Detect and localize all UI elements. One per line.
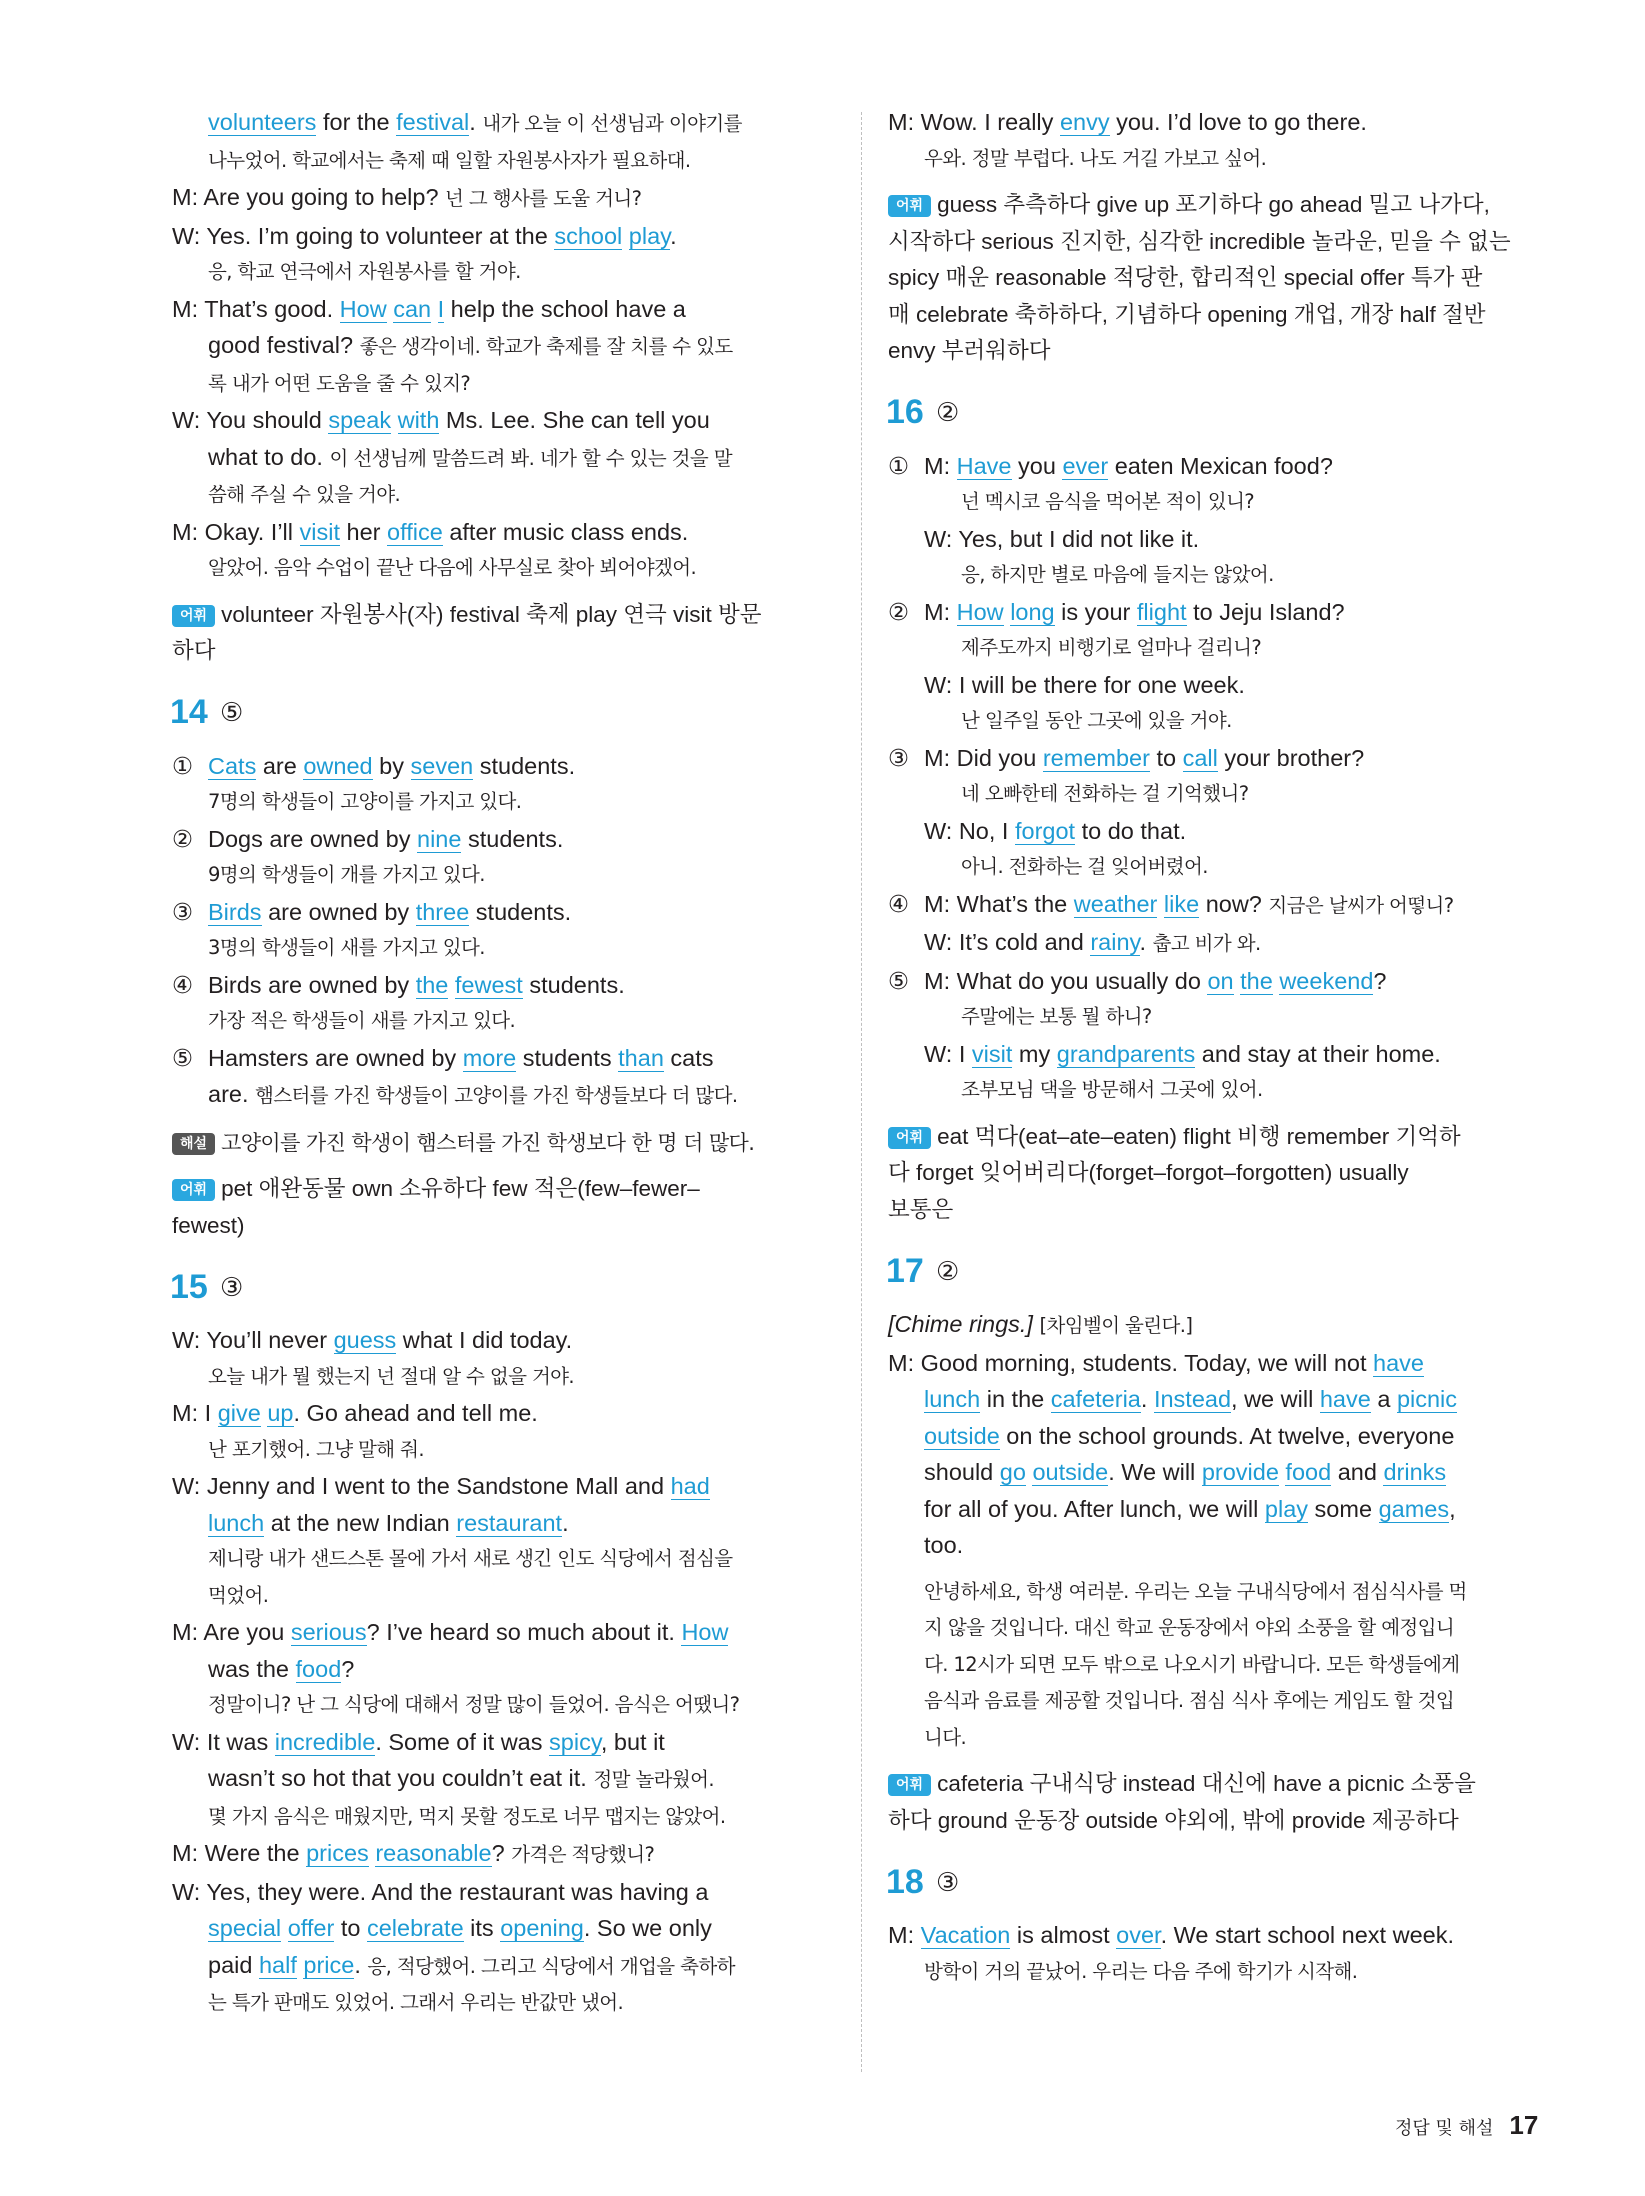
dialogue-line: W: No, I forgot to do that. (924, 817, 1187, 844)
blank-word: outside (924, 1422, 1000, 1449)
blank-word: price (303, 1951, 355, 1978)
question-number: 17 (886, 1251, 924, 1290)
dialogue-line: too. (924, 1532, 964, 1558)
korean-translation: 나누었어. 학교에서는 축제 때 일할 자원봉사자가 필요하대. (208, 148, 691, 172)
blank-word: up (267, 1400, 294, 1426)
dialogue-line: outside on the school grounds. At twelve, everyone (924, 1422, 1455, 1449)
dialogue-line: W: Yes, but I did not like it. (924, 525, 1200, 552)
dialogue-line: paid half price. 응, 적당했어. 그리고 식당에서 개업을 축하하 (208, 1951, 735, 1978)
korean-translation: 내가 오늘 이 선생님과 이야기를 (482, 112, 742, 135)
dialogue-line: what to do. 이 선생님께 말씀드려 봐. 네가 할 수 있는 것을 말 (208, 443, 732, 470)
blank-word: long (1010, 598, 1055, 625)
korean-translation: 정말이니? 난 그 식당에 대해서 정말 많이 들었어. 음식은 어땠니? (208, 1693, 740, 1716)
blank-word: How (339, 295, 387, 322)
left-column (172, 104, 832, 2022)
question-header-17 (888, 1242, 1568, 1300)
blank-word: weather (1073, 890, 1158, 917)
blank-word: reasonable (375, 1840, 492, 1866)
blank-word: drinks (1383, 1459, 1447, 1485)
choice-item: ① Cats are owned by seven students. (172, 748, 832, 785)
blank-word: owned (303, 752, 373, 779)
blank-word: speak (328, 407, 392, 433)
blank-word: can (393, 295, 432, 322)
blank-word: Vacation (920, 1922, 1011, 1948)
blank-word: spicy (549, 1728, 601, 1755)
blank-word: school (554, 222, 623, 249)
korean-translation: 조부모님 댁을 방문해서 그곳에 있어. (961, 1078, 1263, 1101)
blank-word: ever (1062, 452, 1109, 479)
answer-mark: ② (936, 397, 960, 427)
blank-word: office (387, 518, 443, 545)
answer-mark: ⑤ (220, 697, 244, 727)
dialogue-line: W: I visit my grandparents and stay at their home. (924, 1040, 1441, 1067)
question-header-18 (888, 1853, 1568, 1911)
blank-word: half (258, 1951, 297, 1978)
korean-translation: 음식과 음료를 제공할 것입니다. 점심 식사 후에는 게임도 할 것입 (924, 1689, 1455, 1712)
blank-word: than (618, 1044, 664, 1071)
choice-item: ② Dogs are owned by nine students. (172, 821, 832, 858)
korean-translation: 응, 하지만 별로 마음에 들지는 않았어. (961, 563, 1274, 586)
korean-translation: 니다. (924, 1725, 967, 1749)
blank-word: festival (396, 109, 470, 135)
blank-word: incredible (274, 1728, 376, 1755)
vocabulary-box: 어휘 guess 추측하다 give up 포기하다 go ahead 밀고 나가다, 시작하다 serious 진지한, 심각한 incredible 놀라운, 믿을 수 없는 spicy 매운 reasonable 적당한, 합리적인 special offer 특가 판 매 celebrate 축하하다, 기념하다 opening 개업, 개장 half 절반 envy 부러워하다 (888, 192, 1511, 363)
korean-translation: 오늘 내가 뭘 했는지 넌 절대 알 수 없을 거야. (208, 1364, 575, 1388)
blank-word: fewest (454, 971, 523, 998)
blank-word: envy (1059, 109, 1110, 135)
korean-translation: 가장 적은 학생들이 새를 가지고 있다. (208, 1009, 516, 1032)
column-divider (861, 112, 862, 2072)
right-column (888, 104, 1568, 1990)
dialogue-line: was the food? (208, 1655, 355, 1682)
choice-marker: ③ (172, 898, 194, 925)
vocab-badge: 어휘 (172, 605, 215, 627)
dialogue-line: M: That’s good. How can I help the school have a (172, 295, 686, 322)
korean-translation: 제니랑 내가 샌드스톤 몰에 가서 새로 생긴 인도 식당에서 점심을 (208, 1547, 733, 1570)
explanation-badge: 해설 (172, 1133, 215, 1155)
dialogue-line: W: Yes. I’m going to volunteer at the school play. (172, 222, 677, 249)
question-header-14 (172, 684, 832, 742)
dialogue-line: M: Are you serious? I’ve heard so much about it. How (172, 1619, 729, 1645)
dialogue-line: W: You’ll never guess what I did today. (172, 1327, 573, 1353)
blank-word: restaurant (456, 1509, 563, 1536)
blank-word: visit (299, 518, 341, 545)
dialogue-line: M: Okay. I’ll visit her office after music class ends. (172, 518, 689, 545)
dialogue-line: for all of you. After lunch, we will play some games, (924, 1495, 1456, 1522)
blank-word: weekend (1279, 967, 1374, 994)
korean-translation: 난 포기했어. 그냥 말해 줘. (208, 1437, 424, 1461)
blank-word: cafeteria (1050, 1386, 1141, 1412)
answer-mark: ③ (220, 1271, 244, 1302)
blank-word: play (628, 222, 671, 249)
korean-translation: 지 않을 것입니다. 대신 학교 운동장에서 야외 소풍을 할 예정입니 (924, 1616, 1455, 1639)
blank-word: prices (306, 1840, 369, 1866)
choice-item: ① M: Have you ever eaten Mexican food? (888, 452, 1333, 479)
blank-word: more (462, 1044, 517, 1071)
blank-word: Birds (208, 898, 262, 925)
blank-word: food (1285, 1459, 1332, 1485)
blank-word: lunch (208, 1509, 265, 1536)
blank-word: food (295, 1655, 342, 1682)
explanation-box: 해설 고양이를 가진 학생이 햄스터를 가진 학생보다 한 명 더 많다. (172, 1125, 832, 1162)
question-number: 16 (886, 393, 924, 431)
korean-translation: 씀해 주실 수 있을 거야. (208, 483, 401, 506)
dialogue-line: W: It was incredible. Some of it was spicy, but it (172, 1728, 665, 1755)
blank-word: visit (971, 1040, 1013, 1067)
korean-translation: 주말에는 보통 뭘 하니? (961, 1005, 1152, 1028)
dialogue-line: lunch in the cafeteria. Instead, we will have a picnic (924, 1386, 1458, 1412)
korean-translation: 몇 가지 음식은 매웠지만, 먹지 못할 정도로 너무 맵지는 않았어. (208, 1804, 726, 1828)
dialogue-line: W: Jenny and I went to the Sandstone Mall and had (172, 1473, 710, 1499)
vocabulary-box: 어휘 volunteer 자원봉사(자) festival 축제 play 연극 visit 방문 하다 (172, 601, 762, 663)
korean-translation: 우와. 정말 부럽다. 나도 거길 가보고 싶어. (924, 146, 1267, 170)
vocab-badge: 어휘 (888, 1127, 931, 1149)
choice-item: ④ M: What’s the weather like now? 지금은 날씨가 어떻니? (888, 890, 1454, 917)
choice-marker: ② (172, 825, 194, 852)
blank-word: Instead (1153, 1386, 1232, 1412)
blank-word: Cats (208, 752, 257, 779)
dialogue-line: M: Were the prices reasonable? 가격은 적당했니? (172, 1840, 655, 1866)
korean-translation: 넌 멕시코 음식을 먹어본 적이 있니? (961, 490, 1255, 513)
vocab-badge: 어휘 (888, 195, 931, 217)
dialogue-line: M: I give up. Go ahead and tell me. (172, 1400, 538, 1426)
blank-word: provide (1201, 1459, 1279, 1485)
question-header-16 (888, 384, 1568, 442)
blank-word: serious (290, 1619, 367, 1645)
choice-item: ② M: How long is your flight to Jeju Island? (888, 598, 1345, 625)
korean-translation: 난 일주일 동안 그곳에 있을 거야. (961, 709, 1232, 732)
korean-translation: 먹었어. (208, 1583, 269, 1607)
korean-translation: 다. 12시가 되면 모두 밖으로 나오시기 바랍니다. 모든 학생들에게 (924, 1652, 1460, 1676)
blank-word: have (1319, 1386, 1371, 1412)
korean-translation: 3명의 학생들이 새를 가지고 있다. (208, 936, 485, 959)
korean-translation: 아니. 전화하는 걸 잊어버렸어. (961, 855, 1208, 878)
korean-translation: 는 특가 판매도 있었어. 그래서 우리는 반값만 냈어. (208, 1991, 624, 2014)
blank-word: on (1207, 967, 1234, 994)
choice-item: are. 햄스터를 가진 학생들이 고양이를 가진 학생들보다 더 많다. (208, 1081, 738, 1107)
blank-word: outside (1032, 1459, 1109, 1485)
blank-word: special (208, 1915, 282, 1941)
blank-word: opening (500, 1915, 584, 1941)
korean-translation: 방학이 거의 끝났어. 우리는 다음 주에 학기가 시작해. (924, 1959, 1358, 1983)
blank-word: grandparents (1056, 1040, 1196, 1067)
question-number: 15 (170, 1267, 208, 1306)
dialogue-line: W: You should speak with Ms. Lee. She can tell you (172, 407, 710, 433)
page-number: 17 (1509, 2110, 1539, 2140)
blank-word: rainy (1090, 929, 1140, 955)
choice-item: ④ Birds are owned by the fewest students. (172, 967, 832, 1004)
blank-word: offer (287, 1915, 335, 1941)
blank-word: three (415, 898, 470, 925)
blank-word: celebrate (366, 1915, 464, 1941)
blank-word: go (999, 1459, 1026, 1485)
blank-word: play (1264, 1495, 1309, 1522)
blank-word: I (437, 295, 445, 322)
blank-word: had (670, 1473, 710, 1499)
footer-label: 정답 및 해설 (1395, 2118, 1494, 2139)
korean-translation: 응, 학교 연극에서 자원봉사를 할 거야. (208, 260, 521, 283)
dialogue-line: W: I will be there for one week. (924, 671, 1245, 698)
blank-word: remember (1042, 744, 1150, 771)
blank-word: like (1163, 890, 1200, 917)
vocab-badge: 어휘 (172, 1179, 215, 1201)
answer-mark: ② (936, 1255, 960, 1286)
korean-translation: 9명의 학생들이 개를 가지고 있다. (208, 863, 485, 886)
blank-word: volunteers (208, 109, 317, 135)
blank-word: have (1373, 1349, 1425, 1376)
blank-word: with (397, 407, 440, 433)
choice-marker: ① (172, 752, 194, 779)
blank-word: Have (956, 452, 1012, 479)
dialogue-line: wasn’t so hot that you couldn’t eat it. 정말 놀라웠어. (208, 1765, 714, 1791)
page-footer (1395, 2110, 1538, 2141)
blank-word: How (681, 1619, 729, 1645)
vocab-badge: 어휘 (888, 1774, 931, 1796)
korean-translation: 7명의 학생들이 고양이를 가지고 있다. (208, 790, 522, 813)
blank-word: forgot (1014, 817, 1076, 844)
korean-translation: 안녕하세요, 학생 여러분. 우리는 오늘 구내식당에서 점심식사를 먹 (924, 1579, 1467, 1603)
dialogue-line: lunch at the new Indian restaurant. (208, 1509, 569, 1536)
choice-item: ③ Birds are owned by three students. (172, 894, 832, 931)
choice-item: ⑤ Hamsters are owned by more students than cats (172, 1044, 714, 1071)
korean-translation: 알았어. 음악 수업이 끝난 다음에 사무실로 찾아 뵈어야겠어. (208, 556, 697, 579)
korean-translation: 록 내가 어떤 도움을 줄 수 있지? (208, 371, 471, 395)
vocabulary-box: 어휘 eat 먹다(eat–ate–eaten) flight 비행 remember 기억하 다 forget 잊어버리다(forget–forgot–forgotten) usually 보통은 (888, 1123, 1461, 1222)
question-number: 14 (170, 693, 208, 731)
blank-word: the (415, 971, 449, 998)
choice-list (172, 748, 832, 1040)
blank-word: over (1116, 1922, 1161, 1948)
korean-translation: 제주도까지 비행기로 얼마나 걸리니? (961, 636, 1262, 659)
dialogue-line: M: Vacation is almost over. We start school next week. (888, 1922, 1455, 1948)
question-header-15 (172, 1258, 832, 1316)
stage-direction: [Chime rings.] [차임벨이 울린다.] (888, 1311, 1193, 1337)
dialogue-line: M: Are you going to help? 넌 그 행사를 도울 거니? (172, 184, 642, 210)
answer-mark: ③ (936, 1866, 960, 1897)
dialogue-line: special offer to celebrate its opening. So we only (208, 1915, 712, 1941)
dialogue-line: W: Yes, they were. And the restaurant was having a (172, 1878, 709, 1905)
choice-item: ③ M: Did you remember to call your brother? (888, 744, 1365, 771)
blank-word: give (217, 1400, 261, 1426)
vocabulary-box: 어휘 cafeteria 구내식당 instead 대신에 have a picnic 소풍을 하다 ground 운동장 outside 야외에, 밖에 provide 제공하다 (888, 1771, 1476, 1833)
blank-word: flight (1136, 598, 1187, 625)
vocabulary-box: 어휘 pet 애완동물 own 소유하다 few 적은(few–fewer– fewest) (172, 1176, 700, 1238)
question-number: 18 (886, 1862, 924, 1901)
korean-translation: 네 오빠한테 전화하는 걸 기억했니? (961, 782, 1249, 805)
blank-word: picnic (1396, 1386, 1458, 1412)
blank-word: lunch (924, 1386, 981, 1412)
dialogue-line: M: Good morning, students. Today, we will not have (888, 1349, 1425, 1376)
dialogue-line: W: It’s cold and rainy. 춥고 비가 와. (924, 929, 1261, 955)
blank-word: nine (417, 825, 462, 852)
dialogue-line: M: Wow. I really envy you. I’d love to go there. (888, 109, 1367, 135)
dialogue-line: good festival? 좋은 생각이네. 학교가 축제를 잘 치를 수 있도 (208, 332, 733, 358)
choice-item: ⑤ M: What do you usually do on the weekend? (888, 967, 1387, 994)
blank-word: the (1240, 967, 1273, 994)
text-line: volunteers for the festival. 내가 오늘 이 선생님과 이야기를 (208, 109, 742, 135)
choice-marker: ④ (172, 971, 194, 998)
blank-word: games (1378, 1495, 1450, 1522)
blank-word: seven (410, 752, 474, 779)
blank-word: guess (333, 1327, 397, 1353)
dialogue-line: should go outside. We will provide food and drinks (924, 1459, 1447, 1485)
blank-word: call (1182, 744, 1218, 771)
blank-word: How (956, 598, 1004, 625)
